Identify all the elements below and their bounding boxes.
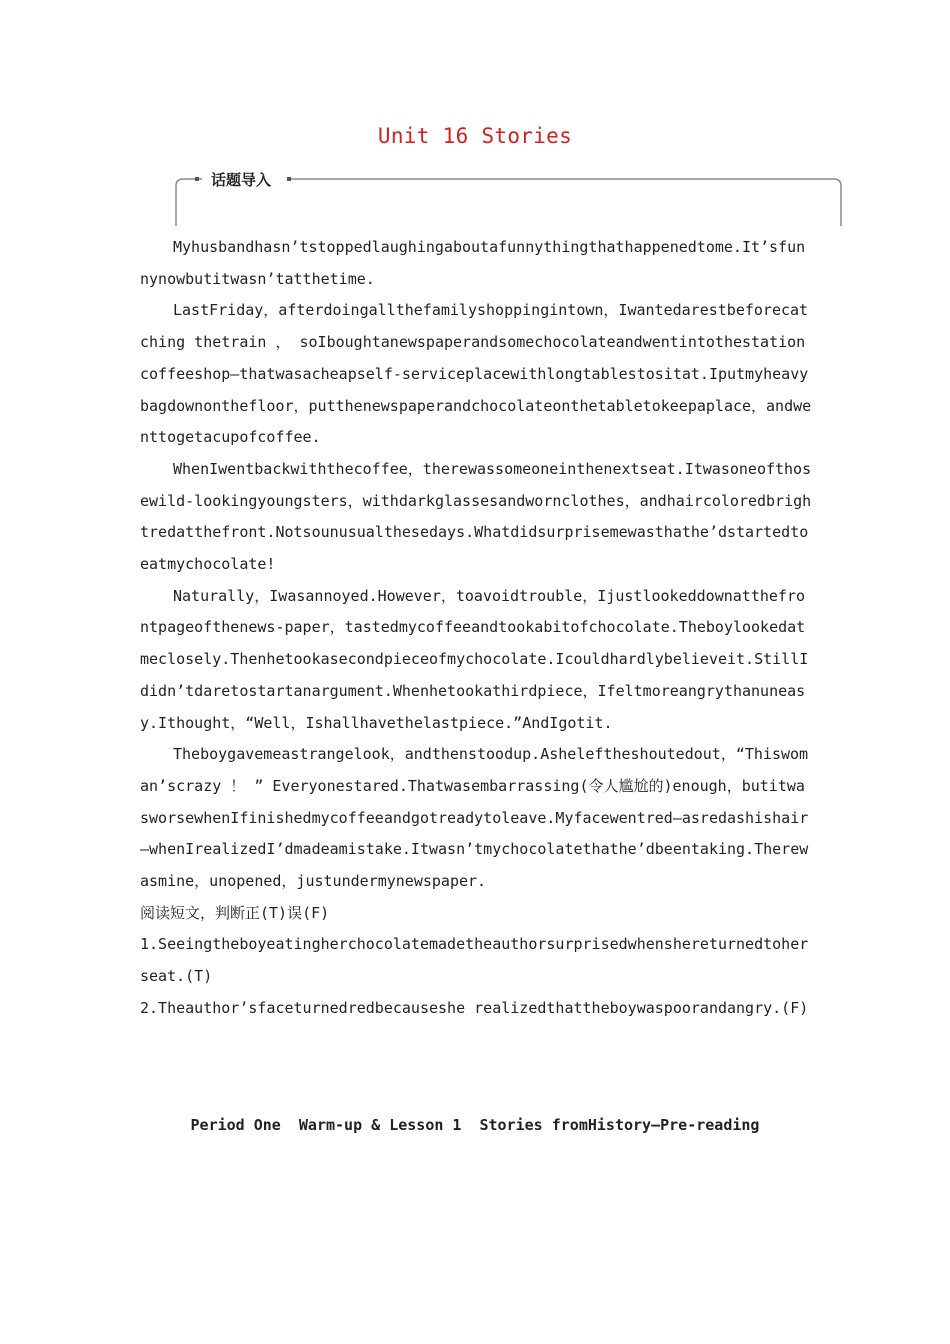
topic-intro-box — [172, 170, 844, 228]
reading-passage — [140, 232, 812, 1025]
period-title: Period One Warm-up & Lesson 1 Stories fromHistory—Pre-reading — [190, 1116, 760, 1134]
topic-label: 话题导入 — [208, 169, 274, 190]
question-2: 2.Theauthor’sfaceturnedredbecauseshe realizedthattheboywaspoorandangry.(F) — [140, 998, 809, 1017]
exercise-instruction: 阅读短文，判断正(T)误(F) — [140, 903, 330, 922]
paragraph-4: Naturally，Iwasannoyed.However，toavoidtrouble，Ijustlookeddownatthefrontpageofthenews-paper，tastedmycoffeeandtookabitofchocolate.Theboylookedatmeclosely.Thenhetookasecondpieceofmychocolate.Icouldhardlybelieveit.StillIdidn’tdaretostartanargument.Whenhetookathirdpiece，Ifeltmoreangrythanuneasy.Ithought，“Well，Ishallhavethelastpiece.”AndIgotit. — [140, 586, 809, 732]
paragraph-3: WhenIwentbackwiththecoffee，therewassomeoneinthenextseat.Itwasoneofthosewild-lookingyoungsters，withdarkglassesandwornclothes，andhaircoloredbrightredatthefront.Notsounusualthesedays.Whatdidsurprisemewasthathe’dstartedtoeatmychocolate! — [140, 459, 812, 574]
paragraph-1: Myhusbandhasn’tstoppedlaughingaboutafunnythingthathappenedtome.It’sfunnynowbutitwasn’tatthetime. — [140, 238, 806, 288]
question-1: 1.Seeingtheboyeatingherchocolatemadetheauthorsurprisedwhenshereturnedtoherseat.(T) — [140, 935, 809, 986]
paragraph-5: Theboygavemeastrangelook，andthenstoodup.Asheleftheshoutedout，“Thiswoman’scrazy ！ ” Everyonestared.Thatwasembarrassing(令人尴尬的)enough，butitwasworsewhenIfinishedmycoffeeandgotreadytoleave.Myfacewentred—asredashishair—whenIrealizedI’dmadeamistake.Itwasn’tmychocolatethathe’dbeentaking.Therewasmine，unopened，justundermynewspaper. — [140, 745, 809, 891]
unit-title: Unit 16 Stories — [377, 124, 573, 148]
paragraph-2: LastFriday，afterdoingallthefamilyshoppingintown，Iwantedarestbeforecatching thetrain ， soIboughtanewspaperandsomechocolateandwentintothestationcoffeeshop—thatwasacheapself-serviceplacewithlongtablestositat.Iputmyheavybagdownonthefloor，putthenewspaperandchocolateonthetabletokeepaplace，andwenttogetacupofcoffee. — [140, 301, 812, 447]
